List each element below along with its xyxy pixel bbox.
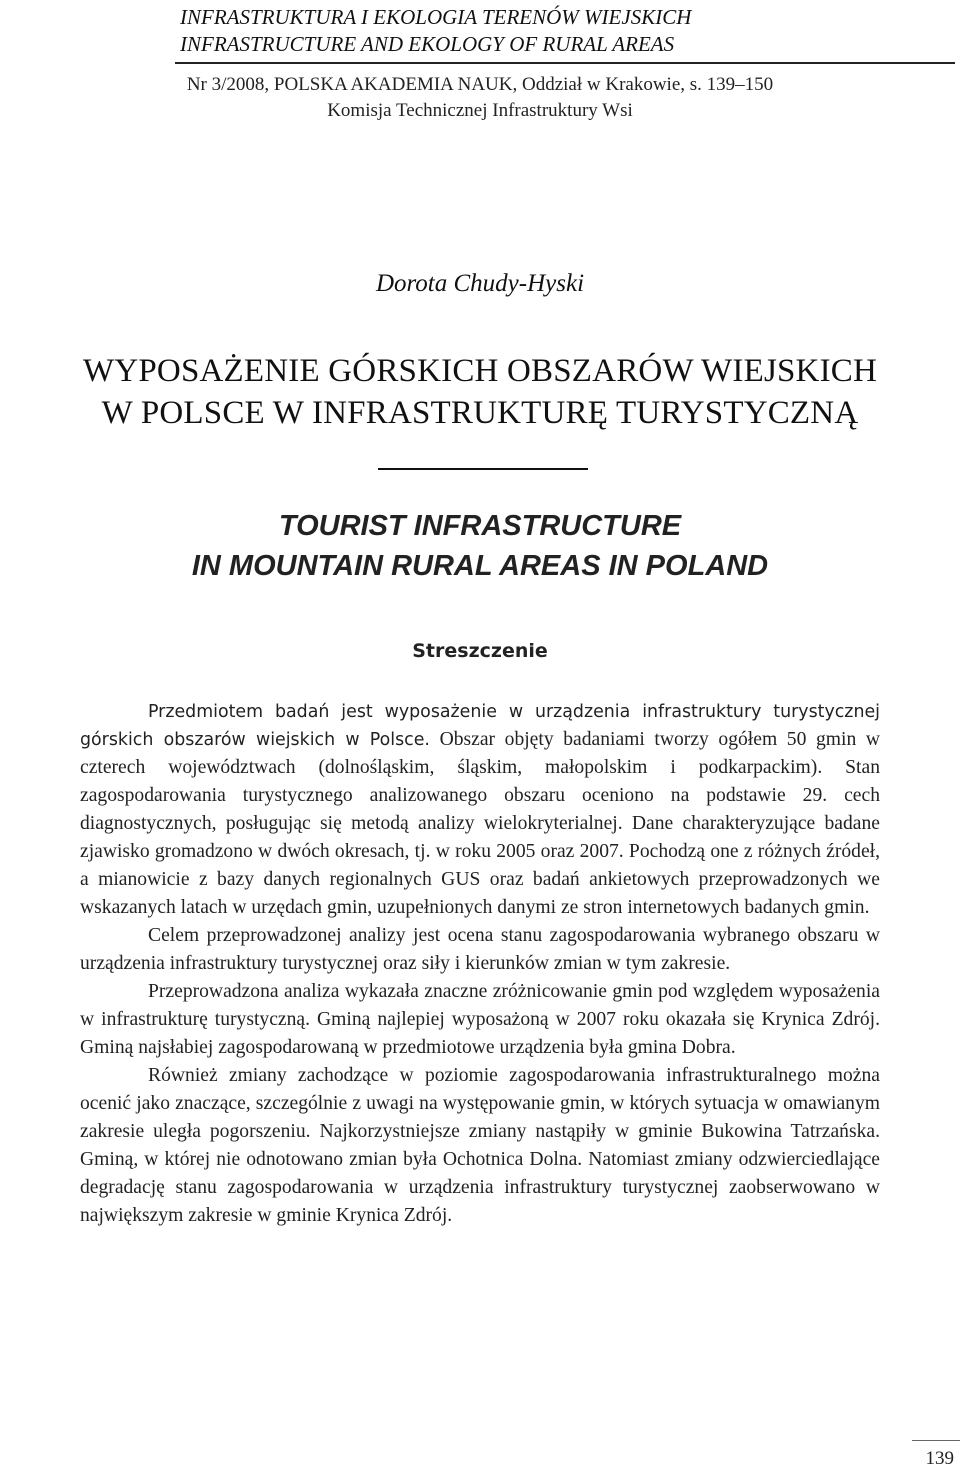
- abstract-paragraph-1: [80, 698, 880, 922]
- title-english-line-1: TOURIST INFRASTRUCTURE: [278, 510, 682, 542]
- title-english: [0, 506, 960, 586]
- abstract-heading: Streszczenie: [412, 640, 548, 662]
- abstract-paragraph-4: Również zmiany zachodzące w poziomie zagospodarowania infrastrukturalnego można ocenić jako znaczące, szczególnie z uwagi na występowanie gmin, w których sytuacja w omawianym zakresie uległa pogorszeniu. Najkorzystniejsze zmiany nastąpiły w gminie Bukowina Tatrzańska. Gminą, w której nie odnotowano zmian była Ochotnica Dolna. Natomiast zmiany odzwierciedlające degradację stanu zagospodarowania w urządzenia infrastruktury turystycznej zaobserwowano w największym zakresie w gminie Krynica Zdrój.: [80, 1065, 880, 1226]
- abstract-paragraph-2: Celem przeprowadzonej analizy jest ocena stanu zagospodarowania wybranego obszaru w urządzenia infrastruktury turystycznej oraz siły i kierunków zmian w tym zakresie.: [80, 925, 880, 974]
- title-polish: [0, 350, 960, 434]
- abstract-paragraph-1-rest: Obszar objęty badaniami tworzy ogółem 50 gmin w czterech województwach (dolnośląskim, śląskim, małopolskim i podkarpackim). Stan zagospodarowania turystycznego analizowanego obszaru oceniono na podstawie 29. cech diagnostycznych, posługując się metodą analizy wielokryterialnej. Dane charakteryzujące badane zjawisko gromadzono w dwóch okresach, tj. w roku 2005 oraz 2007. Pochodzą one z różnych źródeł, a mianowicie z bazy danych regionalnych GUS oraz badań ankietowych przeprowadzonych we wskazanych latach w urzędach gmin, uzupełnionych danymi ze stron internetowych badanych gmin.: [80, 729, 880, 918]
- commission-line: Komisja Technicznej Infrastruktury Wsi: [327, 100, 633, 121]
- journal-title-en: INFRASTRUCTURE AND EKOLOGY OF RURAL AREAS: [180, 32, 675, 56]
- title-english-line-2: IN MOUNTAIN RURAL AREAS IN POLAND: [191, 550, 769, 582]
- abstract-paragraph-1-intro: Przedmiotem badań jest wyposażenie w urządzenia infrastruktury turystycznej górskich obszarów wiejskich w Polsce.: [80, 702, 880, 750]
- journal-title-pl: INFRASTRUKTURA I EKOLOGIA TERENÓW WIEJSKICH: [180, 5, 692, 29]
- abstract-body: [80, 698, 880, 1230]
- page-number-rule: [912, 1440, 960, 1441]
- abstract-paragraph-3: Przeprowadzona analiza wykazała znaczne zróżnicowanie gmin pod względem wyposażenia w infrastrukturę turystyczną. Gminą najlepiej wyposażoną w 2007 roku okazała się Krynica Zdrój. Gminą najsłabiej zagospodarowaną w przedmiotowe urządzenia była gmina Dobra.: [80, 981, 880, 1058]
- title-separator: [378, 468, 588, 470]
- page-number: 139: [925, 1448, 954, 1469]
- author-name: Dorota Chudy-Hyski: [375, 270, 585, 297]
- journal-title: [180, 4, 880, 58]
- issue-line: Nr 3/2008, POLSKA AKADEMIA NAUK, Oddział w Krakowie, s. 139–150: [186, 74, 774, 95]
- title-polish-line-2: W POLSCE W INFRASTRUKTURĘ TURYSTYCZNĄ: [101, 395, 859, 431]
- header-rule: [175, 62, 955, 64]
- title-polish-line-1: WYPOSAŻENIE GÓRSKICH OBSZARÓW WIEJSKICH: [82, 353, 877, 389]
